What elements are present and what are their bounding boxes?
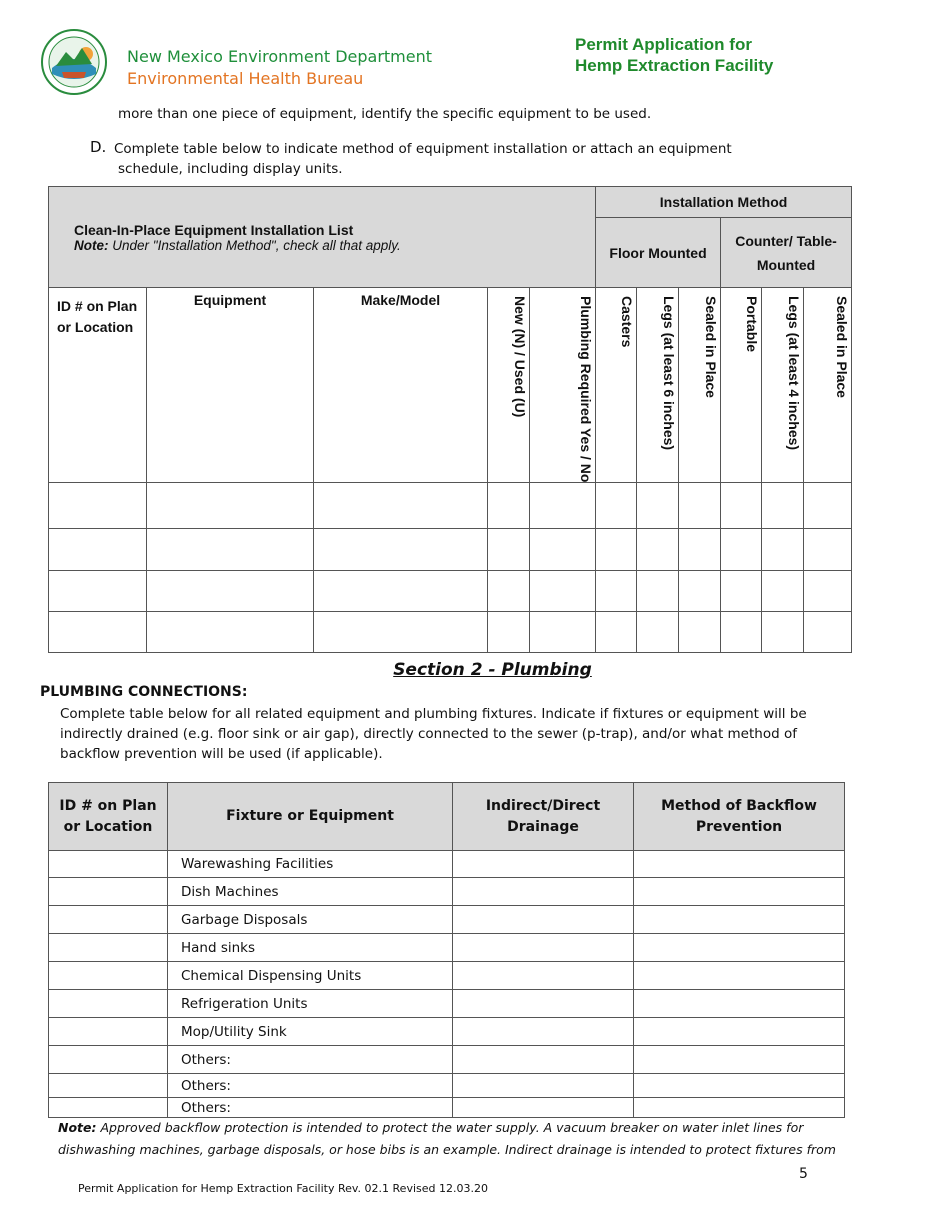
plumbing-table [48, 782, 845, 1118]
plumbing-row [49, 934, 845, 962]
backflow-cell[interactable] [634, 906, 845, 934]
equipment-cell[interactable] [721, 529, 762, 571]
plumbing-row [49, 1018, 845, 1046]
plumbing-id-cell[interactable] [49, 906, 168, 934]
equipment-cell[interactable] [596, 571, 637, 612]
drainage-cell[interactable] [453, 934, 634, 962]
equipment-cell[interactable] [804, 483, 852, 529]
drainage-cell[interactable] [453, 962, 634, 990]
equipment-list-caption [49, 187, 596, 288]
backflow-cell[interactable] [634, 934, 845, 962]
drainage-cell[interactable] [453, 851, 634, 878]
equipment-list-note [74, 238, 595, 253]
plumbing-row [49, 962, 845, 990]
drainage-cell[interactable] [453, 1046, 634, 1074]
equipment-cell[interactable] [488, 612, 530, 653]
equipment-row [49, 612, 852, 653]
equipment-cell[interactable] [488, 483, 530, 529]
equipment-cell[interactable] [49, 483, 147, 529]
col-sealed-counter [804, 288, 852, 483]
equipment-column-headers [49, 288, 852, 483]
col-legs-6 [637, 288, 679, 483]
equipment-cell[interactable] [530, 529, 596, 571]
fixture-name: Chemical Dispensing Units [168, 962, 453, 990]
fixture-name: Mop/Utility Sink [168, 1018, 453, 1046]
fixture-name: Others: [168, 1098, 453, 1118]
nmed-seal-icon [40, 28, 108, 96]
drainage-cell[interactable] [453, 878, 634, 906]
plumbing-row [49, 1098, 845, 1118]
note-label: Note: [74, 237, 109, 253]
col-plumbing-required [530, 288, 596, 483]
equipment-cell[interactable] [637, 483, 679, 529]
col-id-location: ID # on Plan or Location [49, 288, 147, 483]
fixture-name: Warewashing Facilities [168, 851, 453, 878]
drainage-cell[interactable] [453, 1018, 634, 1046]
equipment-row [49, 529, 852, 571]
item-d-letter: D. [90, 138, 107, 156]
backflow-note-text: Approved backflow protection is intended to protect the water supply. A vacuum breaker on water inlet lines for dishwashing machines, garbage disposals, or hose bibs is an example. Indirect drainage is intended to protect fixtures from [58, 1120, 836, 1157]
col-casters [596, 288, 637, 483]
plumbing-id-cell[interactable] [49, 851, 168, 878]
fixture-name: Garbage Disposals [168, 906, 453, 934]
col-plumbing-label: Plumbing Required Yes / No [578, 296, 595, 483]
equipment-cell[interactable] [530, 571, 596, 612]
backflow-note-label: Note: [58, 1120, 97, 1135]
backflow-cell[interactable] [634, 851, 845, 878]
plumbing-id-cell[interactable] [49, 1046, 168, 1074]
equipment-cell[interactable] [762, 483, 804, 529]
equipment-cell[interactable] [488, 571, 530, 612]
page-number: 5 [799, 1166, 808, 1182]
backflow-cell[interactable] [634, 990, 845, 1018]
drainage-cell[interactable] [453, 1098, 634, 1118]
bureau-name: Environmental Health Bureau [127, 69, 364, 88]
equipment-cell[interactable] [804, 612, 852, 653]
col-portable [721, 288, 762, 483]
equipment-cell[interactable] [530, 483, 596, 529]
equipment-cell[interactable] [637, 571, 679, 612]
plumbing-col-fixture: Fixture or Equipment [168, 783, 453, 851]
equipment-cell[interactable] [147, 483, 314, 529]
col-make-model: Make/Model [314, 288, 488, 483]
plumbing-id-cell[interactable] [49, 1098, 168, 1118]
equipment-cell[interactable] [147, 529, 314, 571]
equipment-cell[interactable] [679, 612, 721, 653]
equipment-cell[interactable] [637, 529, 679, 571]
backflow-note [58, 1117, 838, 1161]
plumbing-row [49, 1046, 845, 1074]
equipment-cell[interactable] [679, 529, 721, 571]
plumbing-id-cell[interactable] [49, 878, 168, 906]
fixture-name: Hand sinks [168, 934, 453, 962]
col-sealed-counter-label: Sealed in Place [834, 296, 851, 398]
counter-mounted-header: Counter/ Table- Mounted [721, 218, 852, 288]
footer-text: Permit Application for Hemp Extraction Facility Rev. 02.1 Revised 12.03.20 [78, 1182, 488, 1195]
equipment-cell[interactable] [530, 612, 596, 653]
equipment-cell[interactable] [596, 529, 637, 571]
equipment-cell[interactable] [637, 612, 679, 653]
equipment-cell[interactable] [147, 612, 314, 653]
equipment-cell[interactable] [488, 529, 530, 571]
equipment-cell[interactable] [49, 529, 147, 571]
col-portable-label: Portable [744, 296, 761, 353]
equipment-cell[interactable] [762, 612, 804, 653]
equipment-row [49, 571, 852, 612]
plumbing-id-cell[interactable] [49, 962, 168, 990]
plumbing-row [49, 1074, 845, 1098]
equipment-installation-table [48, 186, 852, 653]
plumbing-row [49, 990, 845, 1018]
col-legs-6-label: Legs (at least 6 inches) [661, 296, 678, 451]
col-legs-4 [762, 288, 804, 483]
backflow-cell[interactable] [634, 1098, 845, 1118]
col-sealed-floor-label: Sealed in Place [703, 296, 720, 398]
equipment-cell[interactable] [314, 483, 488, 529]
plumbing-col-drainage: Indirect/Direct Drainage [453, 783, 634, 851]
equipment-cell[interactable] [762, 571, 804, 612]
item-d-text-line-1: Complete table below to indicate method of equipment installation or attach an equipment [114, 141, 732, 157]
note-text: Under "Installation Method", check all that apply. [112, 237, 401, 253]
backflow-cell[interactable] [634, 1018, 845, 1046]
backflow-cell[interactable] [634, 878, 845, 906]
plumbing-header-row [49, 783, 845, 851]
floor-mounted-header: Floor Mounted [596, 218, 721, 288]
equipment-cell[interactable] [314, 612, 488, 653]
plumbing-col-backflow: Method of Backflow Prevention [634, 783, 845, 851]
equipment-cell[interactable] [314, 529, 488, 571]
fixture-name: Others: [168, 1046, 453, 1074]
drainage-cell[interactable] [453, 990, 634, 1018]
installation-method-header: Installation Method [596, 187, 852, 218]
equipment-cell[interactable] [762, 529, 804, 571]
equipment-cell[interactable] [679, 483, 721, 529]
equipment-cell[interactable] [804, 529, 852, 571]
col-legs-4-label: Legs (at least 4 inches) [786, 296, 803, 451]
fixture-name: Dish Machines [168, 878, 453, 906]
equipment-cell[interactable] [721, 571, 762, 612]
equipment-cell[interactable] [804, 571, 852, 612]
document-title-line-2: Hemp Extraction Facility [575, 56, 774, 75]
plumbing-connections-heading: PLUMBING CONNECTIONS: [40, 684, 248, 700]
col-equipment: Equipment [147, 288, 314, 483]
plumbing-row [49, 906, 845, 934]
plumbing-id-cell[interactable] [49, 934, 168, 962]
drainage-cell[interactable] [453, 1074, 634, 1098]
plumbing-intro-text: Complete table below for all related equipment and plumbing fixtures. Indicate if fixtures or equipment will be indirectly drained (e.g. floor sink or air gap), directly connected to the sewer (p-trap), and/or what method of backflow prevention will be used (if applicable). [60, 706, 807, 762]
equipment-header-row-1 [49, 187, 852, 218]
department-name: New Mexico Environment Department [127, 47, 433, 66]
equipment-cell[interactable] [596, 483, 637, 529]
plumbing-row [49, 878, 845, 906]
backflow-cell[interactable] [634, 962, 845, 990]
equipment-cell[interactable] [314, 571, 488, 612]
equipment-row [49, 483, 852, 529]
fixture-name: Refrigeration Units [168, 990, 453, 1018]
plumbing-id-cell[interactable] [49, 1074, 168, 1098]
equipment-cell[interactable] [596, 612, 637, 653]
col-sealed-floor [679, 288, 721, 483]
section-heading: Section 2 - Plumbing [393, 660, 592, 680]
fixture-name: Others: [168, 1074, 453, 1098]
equipment-cell[interactable] [147, 571, 314, 612]
drainage-cell[interactable] [453, 906, 634, 934]
item-d-text-line-2: schedule, including display units. [118, 161, 343, 177]
col-new-used-label: New (N) / Used (U) [512, 296, 528, 418]
col-casters-label: Casters [619, 296, 636, 348]
equipment-cell[interactable] [679, 571, 721, 612]
equipment-cell[interactable] [721, 612, 762, 653]
equipment-cell[interactable] [49, 612, 147, 653]
plumbing-col-id: ID # on Plan or Location [49, 783, 168, 851]
backflow-cell[interactable] [634, 1046, 845, 1074]
equipment-cell[interactable] [721, 483, 762, 529]
plumbing-id-cell[interactable] [49, 990, 168, 1018]
plumbing-id-cell[interactable] [49, 1018, 168, 1046]
equipment-cell[interactable] [49, 571, 147, 612]
plumbing-row [49, 851, 845, 878]
document-title-line-1: Permit Application for [575, 35, 752, 54]
backflow-cell[interactable] [634, 1074, 845, 1098]
continuation-text: more than one piece of equipment, identify the specific equipment to be used. [118, 106, 652, 122]
equipment-list-title: Clean-In-Place Equipment Installation List [74, 221, 354, 238]
